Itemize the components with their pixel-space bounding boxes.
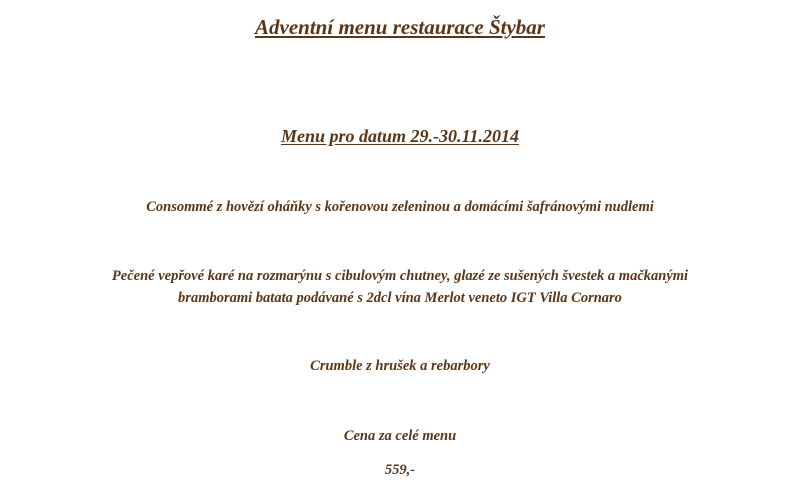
price-label: Cena za celé menu — [343, 428, 457, 444]
course-starter: Consommé z hovězí oháňky s kořenovou zeleninou a domácími šafránovými nudlemi — [146, 199, 654, 215]
menu-date-heading: Menu pro datum 29.-30.11.2014 — [280, 126, 520, 146]
course-dessert: Crumble z hrušek a rebarbory — [310, 358, 490, 374]
course-main-line-1: Pečené vepřové karé na rozmarýnu s cibulovým chutney, glazé ze sušených švestek a mačkanými — [111, 268, 689, 284]
price-value: 559,- — [384, 462, 416, 478]
menu-title: Adventní menu restaurace Štybar — [255, 15, 545, 39]
course-main-line-2: bramborami batata podávané s 2dcl vína Merlot veneto IGT Villa Cornaro — [178, 290, 622, 306]
